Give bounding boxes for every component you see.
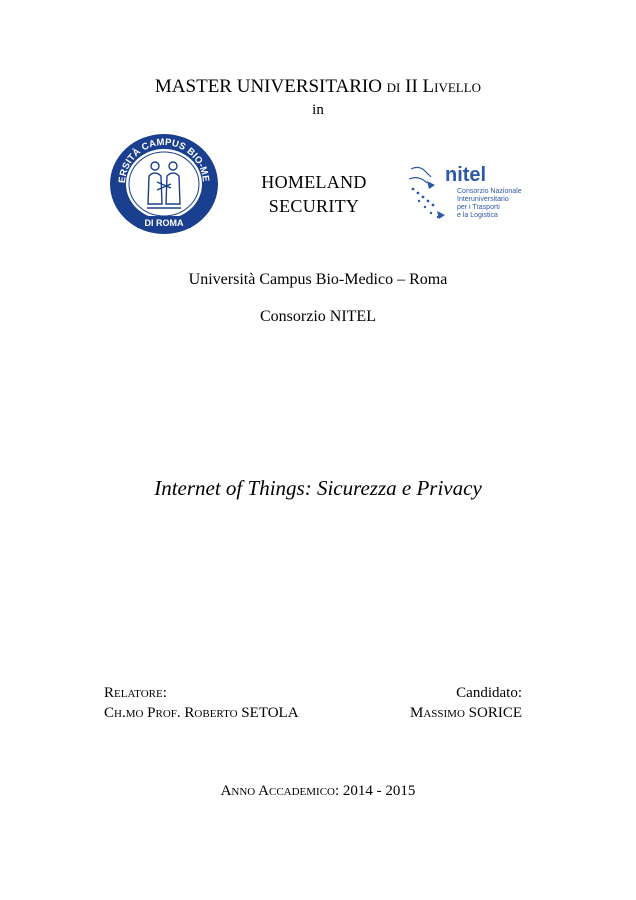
program-title xyxy=(214,170,414,218)
candidato-block xyxy=(410,683,522,723)
campus-bio-medico-seal-logo xyxy=(107,132,221,236)
svg-text:per i Trasporti: per i Trasporti xyxy=(457,204,500,211)
relatore-label: Relatore: xyxy=(104,685,167,701)
svg-text:UNIVERSITÀ CAMPUS BIO-MEDICO: ERSITÀ CAMPUS BIO-ME xyxy=(116,136,212,184)
candidato-name: Massimo SORICE xyxy=(410,705,522,721)
consortium-name: Consorzio NITEL xyxy=(260,308,376,325)
svg-text:Interuniversitario: Interuniversitario xyxy=(457,196,509,203)
relatore-block xyxy=(104,683,299,723)
program-title-line2: SECURITY xyxy=(268,196,360,216)
svg-text:nitel: nitel xyxy=(445,164,487,186)
academic-year: Anno Accademico: 2014 - 2015 xyxy=(220,783,416,799)
candidato-label: Candidato: xyxy=(456,685,522,701)
thesis-title: Internet of Things: Sicurezza e Privacy xyxy=(154,476,482,500)
svg-text:e la Logistica: e la Logistica xyxy=(457,212,498,219)
university-name: Università Campus Bio-Medico – Roma xyxy=(188,271,448,288)
master-title: MASTER UNIVERSITARIO di II Livello xyxy=(154,76,482,97)
nitel-logo xyxy=(405,155,535,227)
relatore-name: Ch.mo Prof. Roberto SETOLA xyxy=(104,705,299,721)
svg-text:Consorzio Nazionale: Consorzio Nazionale xyxy=(457,188,522,195)
master-in-label: in xyxy=(312,102,324,118)
program-title-line1: HOMELAND xyxy=(261,172,367,192)
svg-text:DI ROMA: DI ROMA xyxy=(144,218,184,228)
